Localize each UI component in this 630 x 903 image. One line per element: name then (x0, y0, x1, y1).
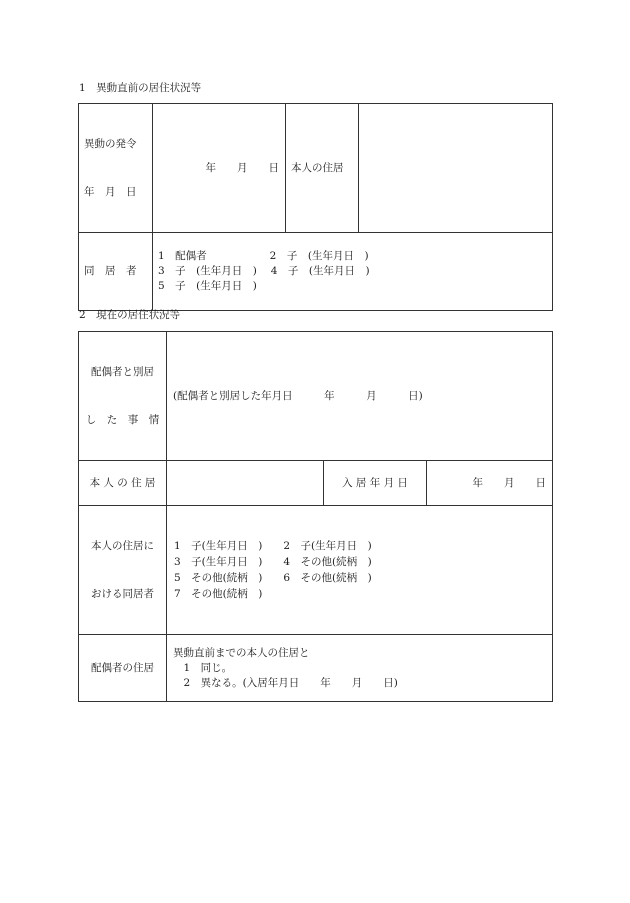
current-cohabitants-label-line1: 本人の住居に (91, 540, 154, 552)
cohabitant-line: 5 子 (生年月日 ) (158, 280, 257, 292)
pre-transfer-residence-table (78, 103, 553, 311)
cohabitants-field[interactable] (153, 233, 553, 311)
separation-label-line2: し た 事 情 (85, 414, 160, 426)
current-cohabitant-line: 3 子(生年月日 ) 4 その他(続柄 ) (174, 556, 372, 568)
section1-heading: 1 異動直前の居住状況等 (79, 82, 202, 94)
current-cohabitant-line: 5 その他(続柄 ) 6 その他(続柄 ) (174, 572, 372, 584)
move-in-date-field[interactable] (427, 461, 553, 506)
current-cohabitant-line: 7 その他(続柄 ) (174, 588, 263, 600)
move-in-date-value: 年 月 日 (472, 476, 547, 489)
section2-heading: 2 現在の居住状況等 (79, 309, 181, 321)
current-cohabitants-label (79, 506, 167, 635)
residence-field[interactable] (359, 104, 553, 233)
transfer-date-label (79, 104, 153, 233)
move-in-date-label (324, 461, 427, 506)
current-cohabitant-line: 1 子(生年月日 ) 2 子(生年月日 ) (174, 540, 372, 552)
current-cohabitants-field[interactable] (167, 506, 553, 635)
residence-label (286, 104, 359, 233)
spouse-residence-field[interactable] (167, 635, 553, 702)
spouse-residence-line: 1 同じ。 (173, 661, 233, 674)
current-residence-label (79, 461, 167, 506)
cohabitant-line: 1 配偶者 2 子 (生年月日 ) (158, 250, 369, 262)
separation-value: (配偶者と別居した年月日 年 月 日) (173, 389, 423, 402)
current-cohabitants-label-line2: おける同居者 (91, 588, 154, 600)
spouse-residence-line: 異動直前までの本人の住居と (173, 646, 310, 659)
separation-label-line1: 配偶者と別居 (91, 366, 154, 378)
cohabitants-label (79, 233, 153, 311)
separation-reason-label (79, 332, 167, 461)
spouse-residence-line: 2 異なる。(入居年月日 年 月 日) (173, 676, 398, 689)
current-residence-field[interactable] (167, 461, 324, 506)
cohabitants-label-text: 同 居 者 (84, 265, 137, 277)
current-residence-label-text: 本 人 の 住 居 (89, 476, 156, 489)
transfer-date-field[interactable] (153, 104, 286, 233)
move-in-date-label-text: 入 居 年 月 日 (342, 476, 408, 489)
transfer-date-label-line2: 年 月 日 (84, 186, 137, 198)
transfer-date-value: 年 月 日 (205, 161, 279, 174)
separation-reason-field[interactable] (167, 332, 553, 461)
transfer-date-label-line1: 異動の発令 (84, 138, 137, 150)
cohabitant-line: 3 子 (生年月日 ) 4 子 (生年月日 ) (158, 265, 370, 277)
current-residence-table (78, 331, 553, 702)
spouse-residence-label-text: 配偶者の住居 (91, 661, 154, 674)
residence-label-text: 本人の住居 (291, 161, 344, 174)
spouse-residence-label (79, 635, 167, 702)
